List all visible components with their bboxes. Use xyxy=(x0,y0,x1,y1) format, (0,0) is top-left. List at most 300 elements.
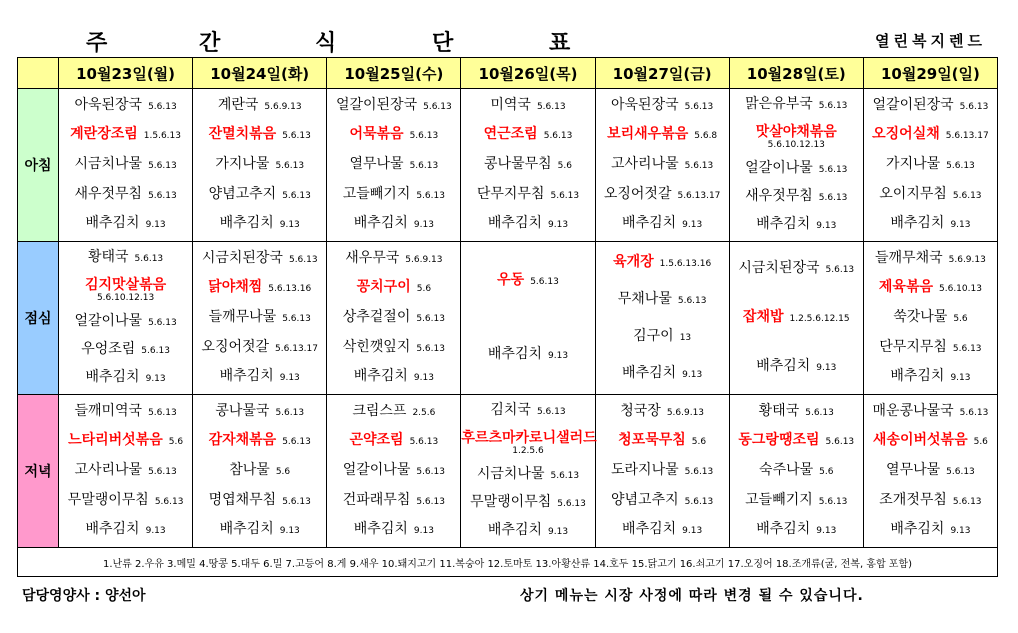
menu-item xyxy=(193,156,326,174)
dish-name: 잔멸치볶음 xyxy=(208,126,277,143)
dish-name: 황태국 xyxy=(87,249,129,265)
dish-name: 김치국 xyxy=(490,402,531,418)
dish-name: 명엽채무침 xyxy=(208,491,277,508)
dish-name: 상추겉절이 xyxy=(342,308,411,325)
menu-item xyxy=(59,277,192,303)
dish-name: 맛살야채볶음 xyxy=(755,124,837,140)
meal-label: 저녁 xyxy=(18,395,59,548)
menu-cell xyxy=(59,395,193,548)
allergen-codes: 5.6.13 xyxy=(409,160,439,171)
allergen-codes: 5.6.13 xyxy=(148,101,177,112)
dish-name: 아욱된장국 xyxy=(74,96,143,113)
allergen-codes: 5.6.13 xyxy=(530,277,559,287)
dish-name: 우엉조림 xyxy=(81,341,136,357)
dish-name: 양념고추지 xyxy=(208,185,277,202)
menu-item xyxy=(59,156,192,174)
allergen-codes: 5.6.13 xyxy=(416,466,445,477)
dish-name: 배추김치 xyxy=(85,369,140,385)
dish-name: 삭힌깻잎지 xyxy=(342,338,411,355)
menu-item xyxy=(59,341,192,359)
menu-item xyxy=(59,521,192,539)
menu-item xyxy=(730,309,863,327)
menu-cell xyxy=(863,242,997,395)
allergen-codes: 9.13 xyxy=(816,221,837,231)
dish-name: 콩나물국 xyxy=(215,402,270,419)
dish-name: 청포묵무침 xyxy=(618,432,686,449)
allergen-codes: 5.6 xyxy=(168,437,184,448)
dish-name: 숙주나물 xyxy=(759,461,814,478)
menu-item xyxy=(461,186,594,204)
meal-row xyxy=(18,89,998,242)
menu-item xyxy=(461,402,594,420)
menu-item xyxy=(461,97,594,115)
day-header: 10월25일(수) xyxy=(327,58,461,89)
dish-name: 무말랭이무침 xyxy=(67,491,149,508)
day-header: 10월29일(일) xyxy=(863,58,997,89)
allergen-codes: 5.6.10.12.13 xyxy=(767,140,825,150)
menu-cell xyxy=(461,89,595,242)
menu-cell xyxy=(863,89,997,242)
allergen-codes: 5.6.13.17 xyxy=(275,343,318,354)
menu-item xyxy=(59,369,192,387)
dish-name: 배추김치 xyxy=(85,521,140,538)
menu-item xyxy=(327,432,460,450)
allergen-codes: 5.6.13 xyxy=(148,318,177,328)
allergen-codes: 5.6.13 xyxy=(550,471,580,481)
menu-item xyxy=(461,522,594,540)
menu-cell xyxy=(327,395,461,548)
allergen-codes: 5.6.13 xyxy=(677,295,707,306)
dish-name: 가지나물 xyxy=(215,155,270,172)
menu-item xyxy=(193,339,326,357)
dish-name: 배추김치 xyxy=(756,358,811,375)
dish-name: 미역국 xyxy=(490,96,531,113)
dish-name: 배추김치 xyxy=(353,521,408,538)
dish-name: 오징어젓갈 xyxy=(201,338,270,355)
menu-cell xyxy=(59,242,193,395)
menu-item xyxy=(327,97,460,115)
dish-name: 닭야채찜 xyxy=(208,279,263,296)
allergen-codes: 5.6 xyxy=(819,466,834,477)
dish-name: 배추김치 xyxy=(622,521,677,538)
menu-item xyxy=(596,492,729,510)
title-char: 표 xyxy=(549,31,571,56)
day-header-row xyxy=(18,58,998,89)
allergen-codes: 5.6.9.13 xyxy=(948,254,986,265)
menu-item xyxy=(596,97,729,115)
menu-item xyxy=(327,126,460,144)
menu-cell xyxy=(193,89,327,242)
allergen-codes: 5.6.13 xyxy=(557,499,586,509)
allergen-codes: 2.5.6 xyxy=(412,407,436,418)
dish-name: 단무지무침 xyxy=(879,338,947,355)
dish-name: 우동 xyxy=(497,272,525,288)
allergen-codes: 5.6.13 xyxy=(959,407,989,418)
dish-name: 배추김치 xyxy=(85,215,140,232)
dish-name: 새우젓무침 xyxy=(745,188,813,204)
menu-item xyxy=(59,432,192,450)
dish-name: 들깨무채국 xyxy=(875,249,943,266)
allergen-codes: 5.6.13 xyxy=(543,131,573,142)
dish-name: 배추김치 xyxy=(219,215,274,232)
allergen-codes: 5.6.13 xyxy=(275,160,305,171)
dish-name: 고들빼기지 xyxy=(342,185,411,202)
dish-name: 곤약조림 xyxy=(349,432,404,449)
title-char: 식 xyxy=(315,31,337,56)
menu-item xyxy=(59,462,192,480)
menu-cell xyxy=(193,242,327,395)
dish-name: 느타리버섯볶음 xyxy=(68,432,163,449)
menu-cell xyxy=(863,395,997,548)
dish-name: 아욱된장국 xyxy=(611,96,679,113)
allergen-codes: 9.13 xyxy=(145,220,166,231)
dish-name: 배추김치 xyxy=(487,522,543,538)
allergen-codes: 5.6.13 xyxy=(148,466,177,477)
menu-item xyxy=(730,160,863,178)
menu-item xyxy=(730,216,863,234)
day-header: 10월28일(토) xyxy=(729,58,863,89)
allergen-codes: 5.6.13 xyxy=(684,496,714,507)
dish-name: 얼갈이나물 xyxy=(745,160,813,176)
allergen-codes: 5.6.13 xyxy=(536,407,566,417)
dish-name: 시금치나물 xyxy=(74,155,143,172)
dish-name: 배추김치 xyxy=(890,368,945,385)
menu-item xyxy=(864,126,997,144)
allergen-codes: 5.6.10.13 xyxy=(939,284,982,295)
allergen-codes: 5.6 xyxy=(973,437,988,448)
menu-item xyxy=(596,365,729,383)
dish-name: 배추김치 xyxy=(219,521,274,538)
dish-name: 육개장 xyxy=(613,253,654,270)
allergen-codes: 5.6.13 xyxy=(288,254,318,265)
menu-item xyxy=(59,97,192,115)
dish-name: 시금치된장국 xyxy=(738,259,820,276)
allergen-codes: 9.13 xyxy=(279,220,300,231)
menu-item xyxy=(864,156,997,174)
menu-cell xyxy=(59,89,193,242)
allergen-codes: 5.6 xyxy=(416,284,432,295)
menu-item xyxy=(193,279,326,297)
allergen-codes: 5.6.8 xyxy=(694,131,718,142)
menu-item xyxy=(193,186,326,204)
allergen-codes: 5.6.13 xyxy=(141,346,170,356)
menu-cell xyxy=(595,395,729,548)
allergen-codes: 5.6.13 xyxy=(134,254,164,264)
dish-name: 김구이 xyxy=(633,327,674,344)
dish-name: 배추김치 xyxy=(219,368,274,385)
allergen-codes: 5.6.13 xyxy=(416,313,445,324)
dish-name: 얼갈이된장국 xyxy=(335,96,418,113)
menu-cell xyxy=(729,395,863,548)
allergen-codes: 5.6.13.17 xyxy=(677,190,721,201)
allergen-codes: 5.6.13 xyxy=(946,160,975,171)
allergen-codes: 9.13 xyxy=(950,220,971,231)
menu-item xyxy=(864,250,997,268)
allergen-codes: 9.13 xyxy=(682,526,703,537)
allergen-codes: 5.6 xyxy=(557,160,572,171)
dish-name: 양념고추지 xyxy=(611,491,679,508)
change-notice: 상기 메뉴는 시장 사정에 따라 변경 될 수 있습니다. xyxy=(520,588,864,604)
menu-item xyxy=(730,521,863,539)
menu-item xyxy=(193,250,326,268)
allergen-codes: 5.6 xyxy=(691,437,707,448)
allergen-codes: 5.6.13 xyxy=(959,101,989,112)
dish-name: 황태국 xyxy=(758,402,800,419)
menu-item xyxy=(864,462,997,480)
dish-name: 감자채볶음 xyxy=(208,432,277,449)
allergen-codes: 5.6.9.13 xyxy=(405,254,443,265)
allergen-codes: 9.13 xyxy=(413,220,434,231)
allergen-codes: 5.6.13 xyxy=(818,165,848,175)
dish-name: 건파래무침 xyxy=(342,491,411,508)
dish-name: 보리새우볶음 xyxy=(607,126,689,143)
allergen-codes: 5.6.13 xyxy=(946,466,975,477)
menu-item xyxy=(730,260,863,278)
menu-cell xyxy=(327,89,461,242)
allergen-codes: 5.6.13 xyxy=(409,131,439,142)
dish-name: 김지맛살볶음 xyxy=(84,277,167,293)
allergen-codes: 5.6.13 xyxy=(416,343,445,354)
menu-item xyxy=(730,403,863,421)
allergen-codes: 5.6.10.12.13 xyxy=(96,293,155,303)
menu-item xyxy=(730,124,863,150)
allergen-codes: 9.13 xyxy=(682,220,703,231)
menu-item xyxy=(193,215,326,233)
dish-name: 계란국 xyxy=(217,96,259,113)
dietitian-name: 담당영양사 : 양선아 xyxy=(22,588,146,604)
allergen-codes: 5.6 xyxy=(953,313,968,324)
allergen-codes: 5.6.13 xyxy=(275,407,305,418)
allergen-codes: 5.6.13 xyxy=(416,190,445,201)
menu-item xyxy=(327,339,460,357)
dish-name: 고사리나물 xyxy=(74,461,143,478)
menu-item xyxy=(596,521,729,539)
dish-name: 꽁치구이 xyxy=(356,279,411,296)
menu-item xyxy=(730,96,863,114)
menu-item xyxy=(59,249,192,267)
allergen-codes: 5.6.13 xyxy=(818,101,848,111)
allergen-codes: 5.6.13 xyxy=(536,101,566,112)
menu-item xyxy=(59,313,192,331)
dish-name: 열무나물 xyxy=(886,461,941,478)
menu-item xyxy=(864,521,997,539)
menu-cell xyxy=(327,242,461,395)
dish-name: 배추김치 xyxy=(756,216,811,232)
allergen-codes: 5.6.13 xyxy=(409,437,439,448)
dish-name: 배추김치 xyxy=(890,215,945,232)
title-char: 단 xyxy=(432,31,454,56)
menu-item xyxy=(864,97,997,115)
meal-label: 아침 xyxy=(18,89,59,242)
allergen-codes: 5.6.13.16 xyxy=(268,284,312,295)
allergen-codes: 5.6.13 xyxy=(952,190,982,201)
dish-name: 잡채밥 xyxy=(742,308,784,325)
menu-item xyxy=(461,430,597,456)
allergen-codes: 9.13 xyxy=(816,526,837,537)
dish-name: 배추김치 xyxy=(622,215,677,232)
allergen-codes: 5.6.13 xyxy=(148,407,177,418)
dish-name: 무채나물 xyxy=(617,290,672,307)
allergen-codes: 5.6.13 xyxy=(416,496,445,507)
menu-item xyxy=(193,462,326,480)
menu-item xyxy=(461,494,594,512)
menu-item xyxy=(864,215,997,233)
menu-item xyxy=(461,156,594,174)
allergen-codes: 5.6.13 xyxy=(282,496,311,507)
dish-name: 조개젓무침 xyxy=(879,491,947,508)
allergen-codes: 9.13 xyxy=(950,526,971,537)
menu-item xyxy=(864,492,997,510)
menu-item xyxy=(59,186,192,204)
allergen-codes: 5.6.13 xyxy=(148,160,177,171)
allergen-codes: 5.6.13 xyxy=(550,190,580,201)
allergen-codes: 9.13 xyxy=(548,351,569,361)
dish-name: 고들빼기지 xyxy=(745,491,813,508)
menu-item xyxy=(59,215,192,233)
menu-cell xyxy=(595,89,729,242)
allergen-codes: 5.6.13 xyxy=(148,190,177,201)
menu-item xyxy=(730,432,863,450)
dish-name: 후르츠마카로니샐러드 xyxy=(461,430,597,446)
menu-cell xyxy=(729,242,863,395)
menu-item xyxy=(730,462,863,480)
dish-name: 배추김치 xyxy=(756,521,811,538)
menu-item xyxy=(461,466,594,484)
menu-cell xyxy=(193,395,327,548)
allergen-codes: 9.13 xyxy=(413,373,434,384)
menu-item xyxy=(730,358,863,376)
allergen-codes: 9.13 xyxy=(548,220,569,231)
allergen-codes: 9.13 xyxy=(413,526,434,537)
day-header: 10월27일(금) xyxy=(595,58,729,89)
dish-name: 동그랑땡조림 xyxy=(738,432,820,449)
dish-name: 고사리나물 xyxy=(611,155,679,172)
menu-item xyxy=(864,432,997,450)
menu-item xyxy=(327,156,460,174)
allergen-codes: 9.13 xyxy=(682,369,703,380)
menu-item xyxy=(730,188,863,206)
menu-item xyxy=(864,309,997,327)
allergen-codes: 9.13 xyxy=(279,526,300,537)
dish-name: 배추김치 xyxy=(890,521,945,538)
menu-item xyxy=(59,126,192,144)
menu-item xyxy=(327,492,460,510)
menu-item xyxy=(864,368,997,386)
menu-item xyxy=(193,309,326,327)
dish-name: 콩나물무침 xyxy=(484,155,552,172)
day-header: 10월24일(화) xyxy=(193,58,327,89)
allergen-codes: 5.6.13 xyxy=(952,496,982,507)
menu-cell xyxy=(729,89,863,242)
dish-name: 계란장조림 xyxy=(70,126,138,143)
meal-label: 점심 xyxy=(18,242,59,395)
dish-name: 매운콩나물국 xyxy=(872,402,954,419)
day-header: 10월23일(월) xyxy=(59,58,193,89)
menu-item xyxy=(327,279,460,297)
dish-name: 열무나물 xyxy=(349,155,404,172)
day-header: 10월26일(목) xyxy=(461,58,595,89)
dish-name: 청국장 xyxy=(620,402,661,419)
dish-name: 배추김치 xyxy=(353,368,408,385)
meal-row xyxy=(18,395,998,548)
allergen-codes: 9.13 xyxy=(279,373,300,384)
dish-name: 들깨무나물 xyxy=(208,308,277,325)
allergen-codes: 13 xyxy=(679,332,692,343)
allergen-codes: 1.5.6.13 xyxy=(143,131,181,142)
dish-name: 새우무국 xyxy=(345,249,400,266)
dish-name: 얼갈이나물 xyxy=(74,313,143,329)
menu-item xyxy=(596,328,729,346)
menu-item xyxy=(59,403,192,421)
menu-cell xyxy=(595,242,729,395)
dish-name: 새송이버섯볶음 xyxy=(872,432,968,449)
menu-item xyxy=(327,462,460,480)
meal-row xyxy=(18,242,998,395)
menu-item xyxy=(327,186,460,204)
dish-name: 제육볶음 xyxy=(878,279,933,296)
allergen-codes: 5.6.13 xyxy=(684,101,714,112)
menu-item xyxy=(327,403,460,421)
dish-name: 배추김치 xyxy=(622,364,677,381)
allergen-codes: 5.6 xyxy=(275,466,291,477)
allergen-codes: 5.6.13 xyxy=(818,496,848,507)
allergen-codes: 5.6.13 xyxy=(684,160,714,171)
allergen-codes: 5.6.9.13 xyxy=(666,407,705,418)
menu-item xyxy=(327,368,460,386)
allergen-codes: 5.6.13 xyxy=(818,193,848,203)
allergen-codes: 5.6.13 xyxy=(952,343,982,354)
allergen-codes: 5.6.13 xyxy=(282,190,311,201)
dish-name: 새우젓무침 xyxy=(74,185,143,202)
menu-item xyxy=(59,492,192,510)
dish-name: 배추김치 xyxy=(487,346,543,362)
allergen-codes: 1.2.5.6 xyxy=(512,446,544,456)
allergen-codes: 9.13 xyxy=(816,363,837,374)
menu-item xyxy=(596,156,729,174)
allergen-codes: 5.6.13 xyxy=(282,437,311,448)
menu-item xyxy=(193,403,326,421)
menu-item xyxy=(327,250,460,268)
weekly-menu-table xyxy=(17,57,998,577)
menu-item xyxy=(596,462,729,480)
menu-item xyxy=(461,272,594,290)
dish-name: 쑥갓나물 xyxy=(893,308,948,325)
menu-item xyxy=(193,492,326,510)
dish-name: 연근조림 xyxy=(483,126,538,143)
allergen-codes: 5.6.13 xyxy=(805,407,834,418)
dish-name: 어묵볶음 xyxy=(349,126,404,143)
menu-item xyxy=(193,368,326,386)
dish-name: 얼갈이된장국 xyxy=(872,96,954,113)
menu-item xyxy=(596,291,729,309)
menu-item xyxy=(327,215,460,233)
dish-name: 배추김치 xyxy=(487,215,543,232)
allergen-codes: 5.6.13 xyxy=(825,264,855,275)
allergen-codes: 5.6.13 xyxy=(282,313,311,324)
dish-name: 얼갈이나물 xyxy=(342,461,411,478)
dish-name: 도라지나물 xyxy=(611,461,679,478)
menu-item xyxy=(864,186,997,204)
dish-name: 무말랭이무침 xyxy=(470,494,552,510)
dish-name: 단무지무침 xyxy=(476,185,545,202)
dish-name: 가지나물 xyxy=(886,155,941,172)
menu-item xyxy=(327,309,460,327)
menu-item xyxy=(596,432,729,450)
dish-name: 참나물 xyxy=(229,461,270,478)
allergen-codes: 5.6.13.17 xyxy=(945,131,989,142)
dish-name: 오징어젓갈 xyxy=(603,185,672,202)
menu-item xyxy=(596,403,729,421)
